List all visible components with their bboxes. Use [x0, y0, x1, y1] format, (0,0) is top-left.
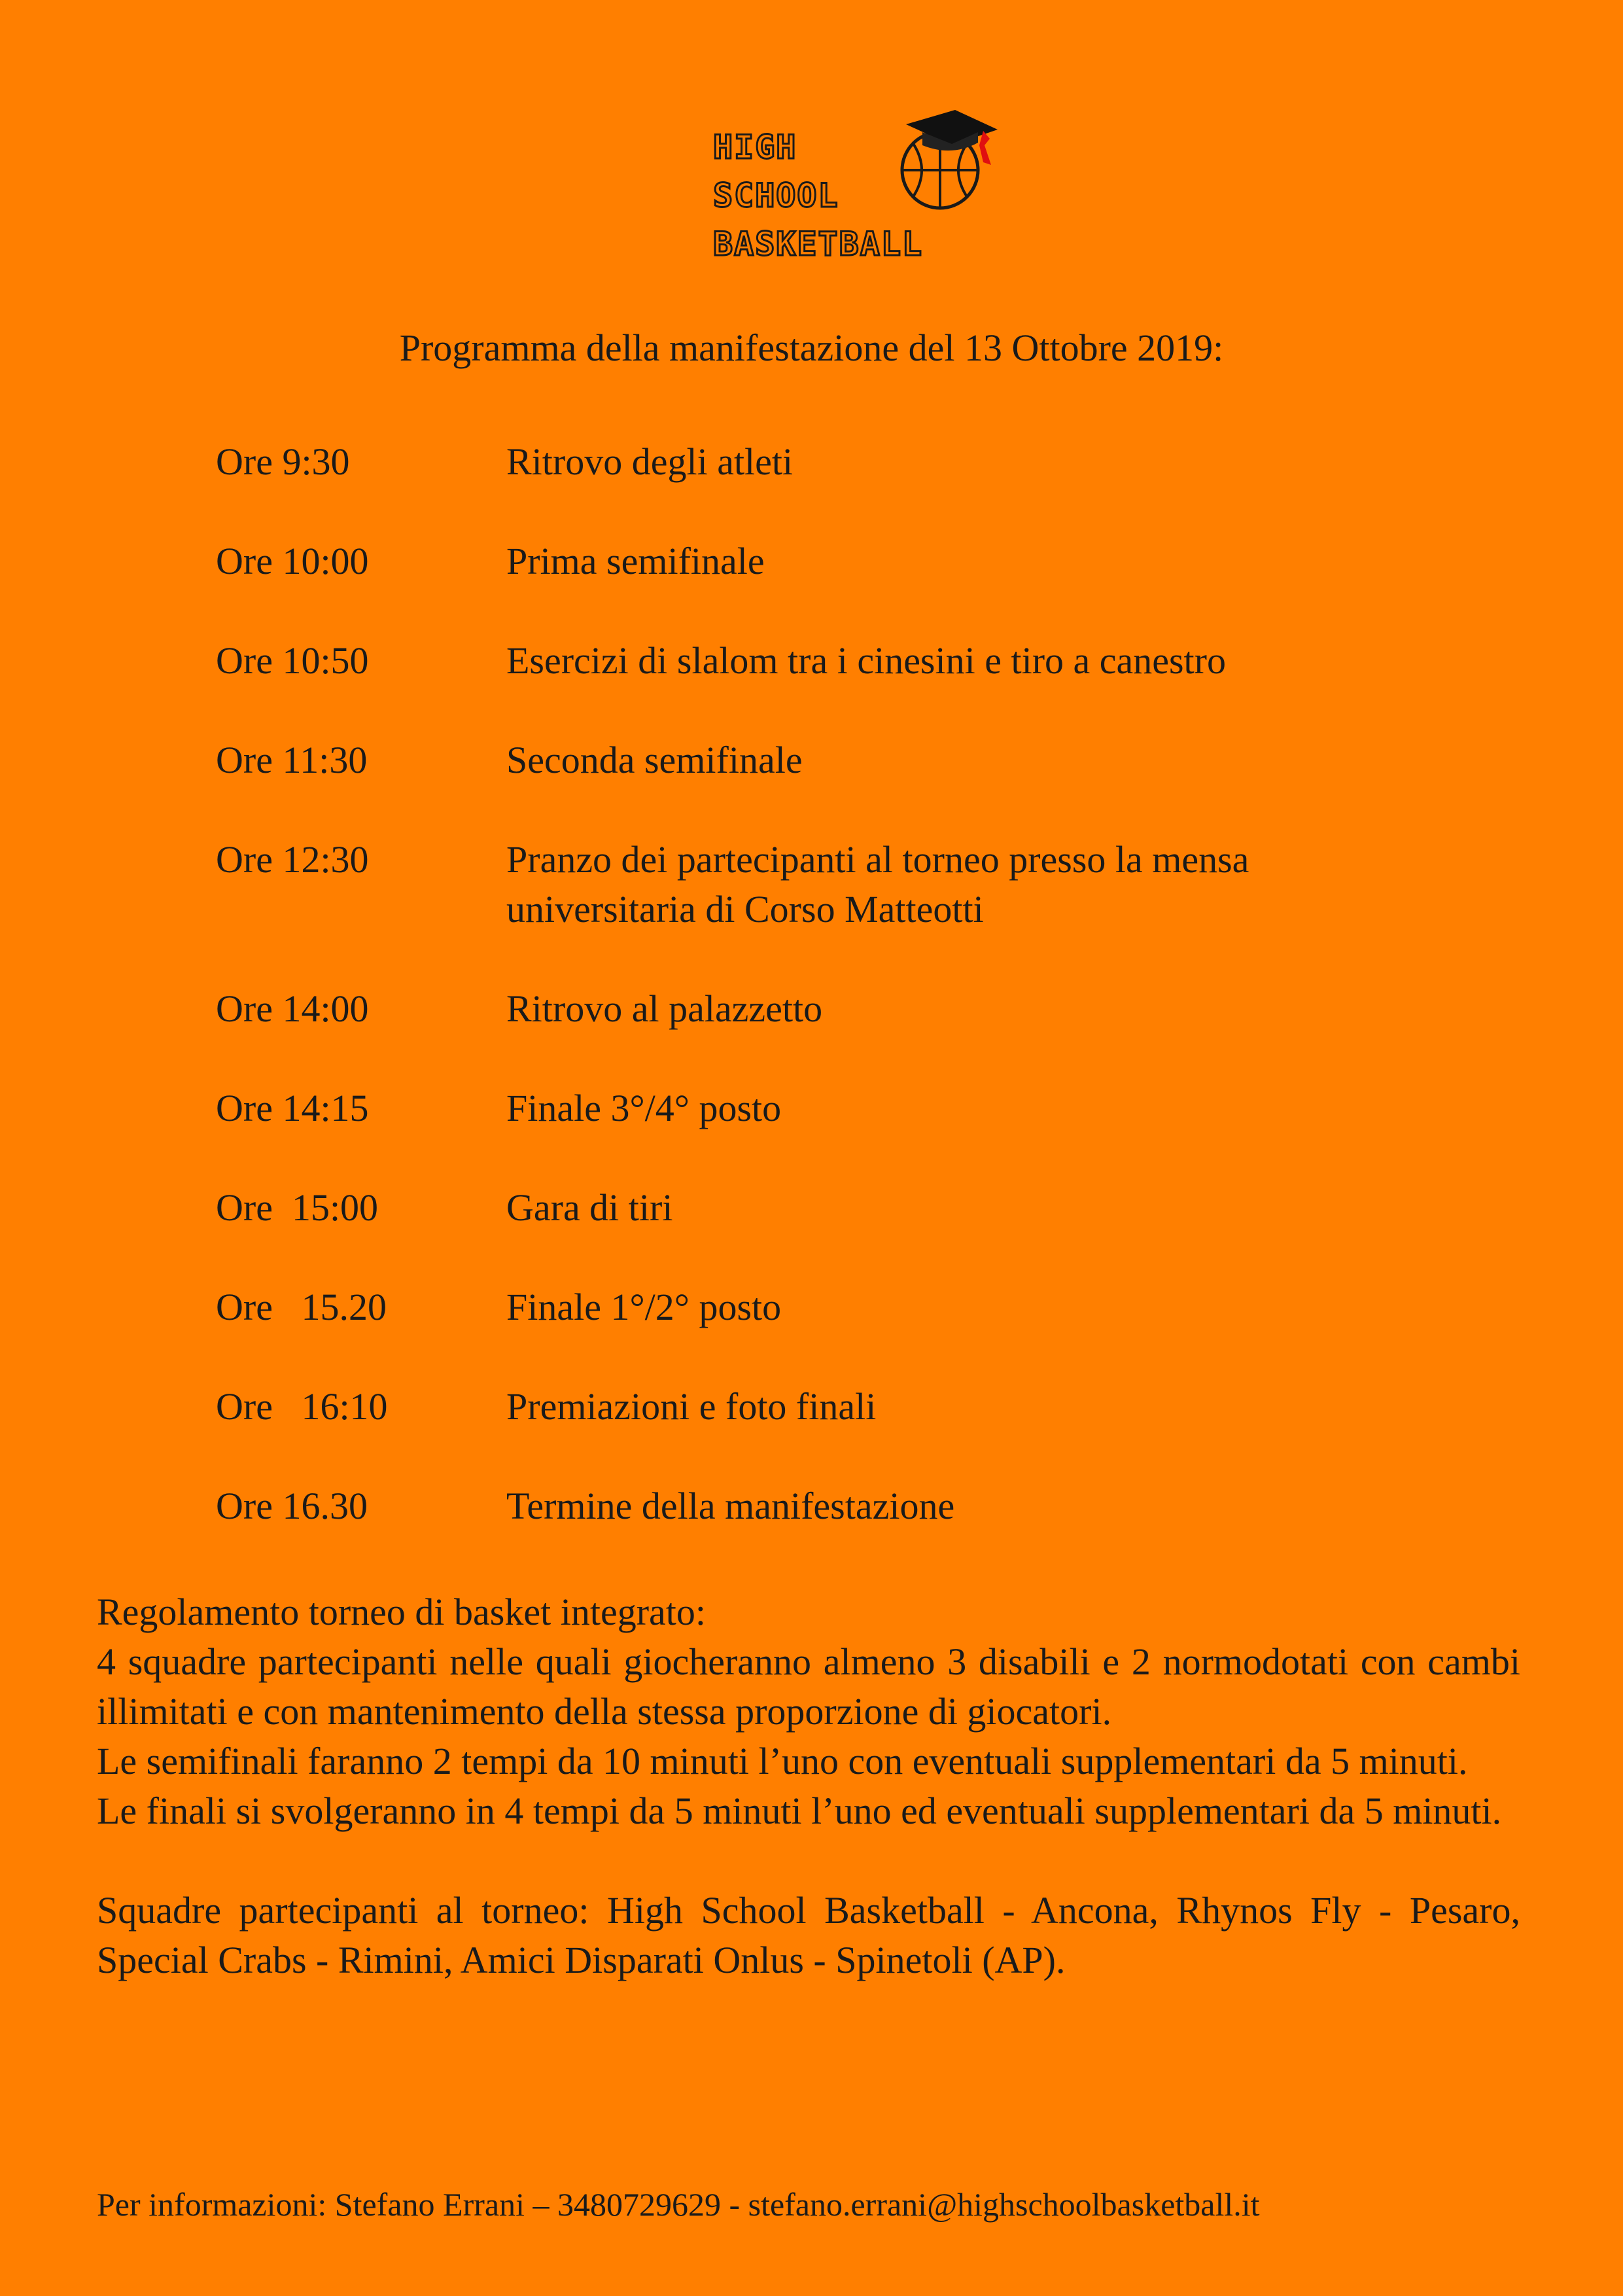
- schedule-row: [216, 1481, 1459, 1531]
- schedule-row: [216, 537, 1459, 586]
- schedule-row: [216, 437, 1459, 487]
- schedule-event: Gara di tiri: [506, 1186, 673, 1229]
- schedule-event: Pranzo dei partecipanti al torneo presso la mensa universitaria di Corso Matteotti: [506, 838, 1249, 930]
- schedule-time: Ore 15:00: [216, 1186, 379, 1229]
- logo: [713, 105, 1014, 262]
- schedule-time: Ore 9:30: [216, 440, 350, 483]
- schedule-row: [216, 735, 1459, 785]
- schedule-row: [216, 835, 1459, 934]
- teams-paragraph: Squadre partecipanti al torneo: High School Basketball - Ancona, Rhynos Fly - Pesaro, Special Crabs - Rimini, Amici Disparati Onlus - Spinetoli (AP).: [97, 1889, 1520, 1981]
- schedule-list: [216, 437, 1459, 1581]
- spacer: [97, 1836, 1520, 1886]
- rules-paragraph-finals: Le finali si svolgeranno in 4 tempi da 5 minuti l’uno ed eventuali supplementari da 5 minuti.: [97, 1790, 1502, 1832]
- schedule-time: Ore 14:00: [216, 987, 369, 1030]
- schedule-event: Seconda semifinale: [506, 739, 803, 781]
- schedule-time: Ore 15.20: [216, 1286, 387, 1328]
- schedule-time: Ore 16.30: [216, 1485, 368, 1527]
- rules-paragraph-semifinals: Le semifinali faranno 2 tempi da 10 minuti l’uno con eventuali supplementari da 5 minuti.: [97, 1740, 1468, 1782]
- basketball-graduation-cap-icon: [893, 105, 1004, 216]
- schedule-row: [216, 1382, 1459, 1432]
- schedule-time: Ore 10:50: [216, 639, 369, 682]
- schedule-event: Finale 3°/4° posto: [506, 1087, 782, 1129]
- rules-section: [97, 1587, 1520, 1985]
- schedule-event: Termine della manifestazione: [506, 1485, 955, 1527]
- schedule-row: [216, 1084, 1459, 1133]
- rules-heading: Regolamento torneo di basket integrato:: [97, 1591, 706, 1633]
- contact-info: Per informazioni: Stefano Errani – 3480729629 - stefano.errani@highschoolbasketball.it: [97, 2186, 1260, 2223]
- schedule-time: Ore 11:30: [216, 739, 368, 781]
- schedule-event: Esercizi di slalom tra i cinesini e tiro a canestro: [506, 639, 1226, 682]
- schedule-row: [216, 1282, 1459, 1332]
- schedule-time: Ore 10:00: [216, 540, 369, 582]
- logo-line-school: SCHOOL: [713, 177, 839, 215]
- schedule-event: Ritrovo al palazzetto: [506, 987, 823, 1030]
- schedule-event: Premiazioni e foto finali: [506, 1385, 877, 1428]
- logo-line-basketball: BASKETBALL: [713, 225, 924, 263]
- schedule-row: [216, 636, 1459, 686]
- schedule-event: Finale 1°/2° posto: [506, 1286, 782, 1328]
- schedule-row: [216, 984, 1459, 1034]
- page-title: Programma della manifestazione del 13 Ottobre 2019:: [399, 327, 1224, 369]
- schedule-time: Ore 14:15: [216, 1087, 369, 1129]
- schedule-event: Prima semifinale: [506, 540, 765, 582]
- logo-text: [713, 123, 923, 268]
- rules-paragraph-teams-format: 4 squadre partecipanti nelle quali giocheranno almeno 3 disabili e 2 normodotati con cambi illimitati e con mantenimento della stessa proporzione di giocatori.: [97, 1640, 1520, 1733]
- schedule-time: Ore 16:10: [216, 1385, 388, 1428]
- schedule-row: [216, 1183, 1459, 1233]
- logo-line-high: HIGH: [713, 128, 797, 166]
- schedule-event: Ritrovo degli atleti: [506, 440, 794, 483]
- schedule-time: Ore 12:30: [216, 838, 369, 881]
